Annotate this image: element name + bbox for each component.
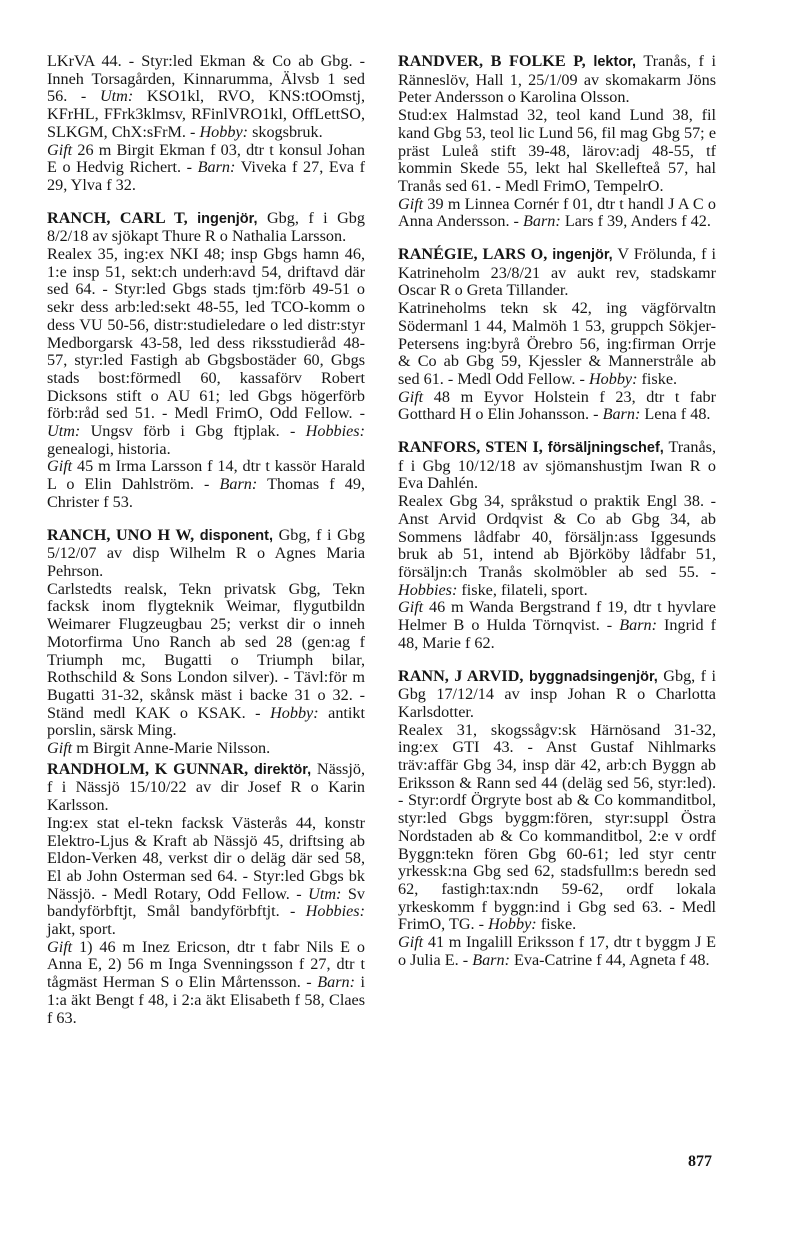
entry-text: LKrVA 44. - Styr:led Ekman & Co ab Gbg. - Inneh Torsagården, Kinnarumma, Älvsb 1 sed 56. - [47, 52, 365, 106]
right-column [398, 53, 716, 984]
entry-paragraph [398, 493, 716, 599]
entry-heading [398, 439, 716, 493]
entry-text: Stud:ex Halmstad 32, teol kand Lund 38, fil kand Gbg 53, teol lic Lund 56, fil mag Gbg 57; e präst Luleå stift 39-48, lärov:adj 48-55, tf kommin Skede 55, lekt hal Skellefteå 57, hal Tranås sed 61. - Medl FrimO, TempelrO. [398, 106, 716, 195]
entry-occupation: disponent, [199, 527, 274, 544]
entry-text: Ingrid f 48, Marie f 62. [398, 616, 716, 652]
entry-text: fiske. [637, 369, 678, 388]
entry-name: RANDVER, B FOLKE P, [398, 52, 586, 70]
entry-paragraph [398, 300, 716, 389]
field-label: Gift [47, 457, 73, 476]
field-label: Gift [47, 937, 73, 956]
entry-text: 39 m Linnea Cornér f 01, dtr t handl J A C o Anna Andersson. - [398, 194, 716, 231]
entry-paragraph [398, 599, 716, 652]
field-label: Gift [398, 194, 424, 213]
entry-birth-info: Nässjö, f i Nässjö 15/10/22 av dir Josef R o Karin Karlsson. [47, 759, 365, 815]
entry-paragraph [47, 458, 365, 511]
entry-name: RANCH, CARL T, [47, 208, 188, 227]
entry-text: 1) 46 m Inez Ericson, dtr t fabr Nils E o Anna E, 2) 56 m Inga Svenningsson f 27, dtr t tågmäst Herman S o Elin Mårtensson. - [47, 937, 365, 992]
field-label: Gift [398, 933, 424, 952]
field-label: Gift [398, 387, 424, 406]
field-label: Hobby: [588, 369, 638, 388]
entry-paragraph [47, 939, 365, 1028]
field-label: Gift [398, 598, 424, 617]
entry-occupation: ingenjör, [552, 247, 613, 264]
entry-text: 26 m Birgit Ekman f 03, dtr t konsul Johan E o Hedvig Richert. - [47, 140, 365, 177]
entry-text: Realex Gbg 34, språkstud o praktik Engl 38. - Anst Arvid Ordqvist & Co ab Gbg 34, ab Sommens lådfabr 40, försäljn:ass Iggesunds bruk ab 51, intend ab Björköby lådfabr 51, försäljn:ch Tranås skolmöbler ab sed 55. - [398, 492, 716, 581]
entry-heading [47, 210, 365, 246]
entry-occupation: direktör, [253, 761, 312, 778]
entry-heading [398, 668, 716, 722]
entry-birth-info: Gbg, f i Gbg 5/12/07 av disp Wilhelm R o Agnes Maria Pehrson. [47, 525, 366, 580]
field-label: Utm: [99, 87, 134, 106]
field-label: Gift [47, 140, 73, 159]
entry-name: RANCH, UNO H W, [47, 525, 195, 544]
field-label: Hobbies: [305, 902, 365, 921]
field-label: Hobby: [270, 703, 319, 722]
entry-occupation: byggnadsingenjör, [528, 668, 658, 685]
entry-birth-info: Gbg, f i Gbg 17/12/14 av insp Johan R o Charlotta Karlsdotter. [398, 666, 717, 721]
entry-text: Katrineholms tekn sk 42, ing vägförvaltn Södermanl 1 44, Malmöh 1 53, gruppch Sökjer-Petersens ing:byrå Örebro 56, ing:firman Orrje & Co ab Gbg 59, Kjessler & Mannerstråle ab sed 61. - Medl Odd Fellow. - [398, 299, 716, 388]
field-label: Utm: [308, 884, 342, 903]
left-column [47, 53, 365, 1042]
entry-name: RANDHOLM, K GUNNAR, [47, 759, 249, 778]
directory-entry [47, 210, 365, 512]
field-label: Hobby: [488, 915, 537, 934]
entry-text: Ungsv förb i Gbg ftjplak. - [80, 422, 306, 441]
entry-text: 48 m Eyvor Holstein f 23, dtr t fabr Gotthard H o Elin Johansson. - [398, 387, 716, 424]
entry-occupation: lektor, [593, 54, 637, 70]
entry-text: KSO1kl, RVO, KNS:tOOmstj, KFrHL, FFrk3klmsv, RFinlVRO1kl, OffLettSO, SLKGM, ChX:sFrM. - [47, 87, 365, 141]
directory-entry [47, 761, 365, 1028]
field-label: Hobbies: [305, 422, 365, 441]
entry-text: Realex 35, ing:ex NKI 48; insp Gbgs hamn 46, 1:e insp 51, sekt:ch underh:avd 54, driftavd där sed 64. - Styr:led Gbgs stads tjm:förb 49-51 o sekr dess arb:led:sekt 48-55, led TCO-komm o dess VU 50-56, distr:studieledare o led distr:styr Medborgarsk 43-58, led dess riksstudieråd 48-57, styr:led Fastigh ab Gbgsbostäder 60, Gbgs stads bost:förmedl 60, kassaförv Robert Dicksons stift o AU 61; led Gbgs högerförb förb:råd sed 51. - Medl FrimO, Odd Fellow. - [47, 245, 365, 423]
entry-birth-info: Tranås, f i Ränneslöv, Hall 1, 25/1/09 av skomakarm Jöns Peter Andersson o Karolina Olsson. [398, 52, 716, 107]
entry-occupation: försäljningschef, [547, 440, 664, 457]
entry-text: 45 m Irma Larsson f 14, dtr t kassör Harald L o Elin Dahlström. - [47, 457, 365, 494]
entry-text: Lars f 39, Anders f 42. [560, 212, 711, 231]
entry-paragraph [398, 107, 716, 196]
entry-text: jakt, sport. [47, 920, 116, 939]
field-label: Gift [47, 739, 73, 758]
entry-paragraph [47, 815, 365, 939]
entry-text: Carlstedts realsk, Tekn privatsk Gbg, Tekn facksk inom flygteknik Weimar, flygutbildn Weimarer Flugzeugbau 25; verkst dir o inneh Motorfirma Uno Ranch ab sed 28 (gen:ag f Triumph mc, Bugatti o Triumph bilar, Rothschild & Sons London silver). - Tävl:för m Bugatti 31-32, skånsk mäst i backe 31 o 32. - Ständ medl KAK o KSAK. - [47, 579, 365, 722]
entry-name: RANÉGIE, LARS O, [398, 245, 548, 264]
field-label: Barn: [523, 212, 561, 231]
entry-text: m Birgit Anne-Marie Nilsson. [72, 739, 271, 758]
entry-text: Thomas f 49, Christer f 53. [47, 475, 365, 511]
entry-birth-info: Tranås, f i Gbg 10/12/18 av sjömanshustjm Iwan R o Eva Dahlén. [398, 438, 716, 493]
entry-occupation: ingenjör, [197, 210, 258, 227]
field-label: Barn: [602, 405, 641, 424]
entry-text: antikt porslin, särsk Ming. [47, 703, 365, 740]
entry-text: Sv bandyförbftjt, Smål bandyförbftjt. - [47, 884, 365, 921]
entry-paragraph [47, 581, 365, 740]
entry-paragraph [47, 53, 365, 142]
entry-heading [47, 527, 365, 581]
entry-name: RANN, J ARVID, [398, 666, 524, 685]
entry-paragraph [398, 196, 716, 231]
entry-heading [398, 246, 716, 300]
entry-text: Lena f 48. [640, 405, 711, 424]
field-label: Hobby: [199, 122, 249, 141]
entry-text: Viveka f 27, Eva f 29, Ylva f 32. [47, 158, 365, 194]
field-label: Barn: [472, 950, 510, 969]
field-label: Barn: [317, 973, 355, 992]
entry-heading [398, 53, 716, 107]
field-label: Hobbies: [398, 580, 458, 599]
field-label: Barn: [219, 475, 258, 494]
field-label: Barn: [619, 616, 657, 635]
entry-paragraph [398, 389, 716, 424]
entry-paragraph [47, 142, 365, 195]
page-number: 877 [688, 1153, 712, 1170]
entry-text: genealogi, historia. [47, 439, 171, 458]
entry-paragraph [398, 722, 716, 934]
directory-entry [398, 439, 716, 652]
directory-entry [398, 53, 716, 231]
entry-paragraph [398, 934, 716, 969]
entry-birth-info: Gbg, f i Gbg 8/2/18 av sjökapt Thure R o Nathalia Larsson. [47, 208, 365, 246]
entry-text: Realex 31, skogssågv:sk Härnösand 31-32, ing:ex GTI 43. - Anst Gustaf Nihlmarks träv:affär Gbg 34, insp där 42, arb:ch Byggn ab Eriksson & Rann sed 44 (deläg sed 56, styr:led). - Styr:ordf Örgryte bost ab & Co kommanditbol, styr:led Gbgs byggm:fören, styr:suppl Östra Nordstaden ab & Co kommanditbol, 2:e v ordf Byggn:tekn fören Gbg 60-61; led styr centr yrkessk:na Gbg sed 62, stadsfullm:s beredn sed 62, fastigh:tax:ndn 59-62, ordf lokala yrkeskomm f byggn:ind i Gbg sed 63. - Medl FrimO, TG. - [398, 720, 716, 934]
entry-text: Ing:ex stat el-tekn facksk Västerås 44, konstr Elektro-Ljus & Kraft ab Nässjö 45, driftsing ab Eldon-Verken 48, verkst dir o deläg där sed 58, El ab John Osterman sed 64. - Styr:led Gbgs bk Nässjö. - Medl Rotary, Odd Fellow. - [47, 813, 365, 903]
entry-text: i 1:a äkt Bengt f 48, i 2:a äkt Elisabeth f 58, Claes f 63. [47, 973, 366, 1027]
entry-heading [47, 761, 365, 815]
directory-entry [47, 527, 365, 758]
entry-birth-info: V Frölunda, f i Katrineholm 23/8/21 av aukt rev, stadskamr Oscar R o Greta Tillander. [398, 245, 716, 300]
directory-entry [398, 668, 716, 970]
directory-entry [47, 53, 365, 195]
entry-text: Eva-Catrine f 44, Agneta f 48. [509, 950, 710, 969]
field-label: Barn: [197, 158, 236, 177]
field-label: Utm: [47, 422, 81, 441]
entry-text: 41 m Ingalill Eriksson f 17, dtr t byggm J E o Julia E. - [398, 933, 716, 969]
directory-entry [398, 246, 716, 424]
entry-text: 46 m Wanda Bergstrand f 19, dtr t hyvlare Helmer B o Hulda Törnqvist. - [398, 598, 716, 635]
entry-text: skogsbruk. [248, 122, 323, 141]
entry-name: RANFORS, STEN I, [398, 438, 543, 457]
entry-paragraph [47, 246, 365, 458]
entry-paragraph [47, 740, 365, 758]
entry-text: fiske. [536, 915, 577, 934]
entry-text: fiske, filateli, sport. [457, 580, 588, 599]
